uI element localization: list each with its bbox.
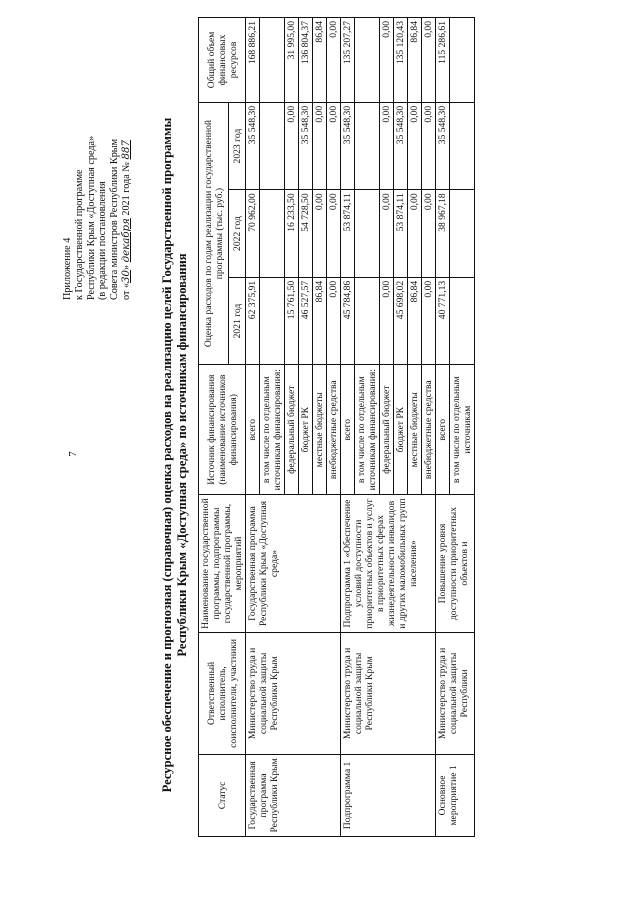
cell-2023: 0,00 (313, 102, 327, 189)
cell-2023: 35 548,30 (436, 102, 450, 189)
cell-2022: 0,00 (327, 190, 341, 277)
handwritten-month: декабря (120, 218, 132, 263)
date-year: 2021 года № (120, 162, 132, 216)
header-year-2021: 2021 год (229, 277, 246, 364)
cell-source: в том числе по отдельным источникам финансирования: (355, 365, 380, 495)
cell-2022: 0,00 (380, 190, 394, 277)
cell-total: 0,00 (327, 18, 341, 103)
cell-total: 135 120,43 (394, 18, 408, 103)
cell-2022: 16 233,50 (285, 190, 299, 277)
cell-total: 86,84 (408, 18, 422, 103)
table-row (341, 18, 355, 837)
cell-2021: 45 698,02 (394, 277, 408, 364)
cell-source: всего (341, 365, 355, 495)
table-row (246, 18, 260, 837)
cell-2023: 0,00 (408, 102, 422, 189)
cell-2023: 35 548,30 (341, 102, 355, 189)
cell-2022 (355, 190, 380, 277)
cell-2021: 45 784,86 (341, 277, 355, 364)
cell-2022 (260, 190, 285, 277)
cell-2021: 0,00 (327, 277, 341, 364)
cell-2021: 46 527,57 (299, 277, 313, 364)
cell-2022: 0,00 (408, 190, 422, 277)
cell-2022: 54 728,50 (299, 190, 313, 277)
header-year-2022: 2022 год (229, 190, 246, 277)
cell-2021: 0,00 (422, 277, 436, 364)
appendix-line: Совета министров Республики Крым (109, 138, 121, 300)
cell-source: федеральный бюджет (285, 365, 299, 495)
cell-2021: 86,84 (313, 277, 327, 364)
cell-2021: 15 761,50 (285, 277, 299, 364)
cell-source: в том числе по отдельным источникам финансирования: (260, 365, 285, 495)
cell-name: Государственная программа Республики Крым «Доступная среда» (246, 495, 341, 633)
cell-total: 0,00 (380, 18, 394, 103)
cell-source: внебюджетные средства (327, 365, 341, 495)
cell-2023: 35 548,30 (299, 102, 313, 189)
handwritten-day: 30 (120, 269, 132, 283)
cell-2022 (450, 190, 475, 277)
cell-source: в том числе по отдельным источникам (450, 365, 475, 495)
cell-2021 (450, 277, 475, 364)
appendix-date-line (121, 40, 133, 300)
cell-2023: 35 548,30 (394, 102, 408, 189)
header-name: Наименование государственной программы, подпрограммы государственной программы, мероприятий (199, 495, 246, 633)
header-executor: Ответственный исполнитель, соисполнители, участники (199, 632, 246, 754)
cell-status: Подпрограмма 1 (341, 754, 436, 836)
cell-2023 (450, 102, 475, 189)
handwritten-number: 887 (120, 140, 132, 160)
cell-2023: 35 548,30 (246, 102, 260, 189)
cell-2022: 38 967,18 (436, 190, 450, 277)
cell-2022: 53 874,11 (341, 190, 355, 277)
date-quote: » (120, 264, 132, 270)
cell-source: местные бюджеты (313, 365, 327, 495)
cell-2023: 0,00 (327, 102, 341, 189)
cell-total: 136 804,37 (299, 18, 313, 103)
title-line: Ресурсное обеспечение и прогнозная (справочная) оценка расходов на реализацию целей Государственной программы (160, 117, 174, 793)
cell-executor: Министерство труда и социальной защиты Республики (436, 632, 475, 754)
cell-2021: 62 375,91 (246, 277, 260, 364)
header-source: Источник финансирования (наименование источников финансирования) (199, 365, 246, 495)
cell-2023: 0,00 (285, 102, 299, 189)
cell-source: федеральный бюджет (380, 365, 394, 495)
cell-name: Подпрограмма 1 «Обеспечение условий доступности приоритетных объектов и услуг в приоритетных сферах жизнедеятельности инвалидов и других маломобильных групп населения» (341, 495, 436, 633)
cell-total: 0,00 (422, 18, 436, 103)
cell-2023 (260, 102, 285, 189)
appendix-line: Республики Крым «Доступная среда» (85, 135, 97, 300)
cell-total: 86,84 (313, 18, 327, 103)
cell-status: Государственная программа Республики Крым (246, 754, 341, 836)
header-year-2023: 2023 год (229, 102, 246, 189)
cell-source: бюджет РК (299, 365, 313, 495)
header-status: Статус (199, 754, 246, 836)
cell-total: 115 286,61 (436, 18, 450, 103)
appendix-block (62, 40, 133, 300)
cell-2021: 0,00 (380, 277, 394, 364)
cell-name: Повышение уровня доступности приоритетных объектов и (436, 495, 475, 633)
header-estimate-group: Оценка расходов по годам реализации государственной программы (тыс. руб.) (199, 102, 229, 364)
cell-executor: Министерство труда и социальной защиты Республики Крым (341, 632, 436, 754)
cell-2021: 40 771,13 (436, 277, 450, 364)
cell-2022: 0,00 (313, 190, 327, 277)
cell-source: всего (436, 365, 450, 495)
cell-status: Основное мероприятие 1 (436, 754, 475, 836)
title-line: Республики Крым «Доступная среда» по источникам финансирования (175, 253, 189, 657)
cell-2023 (355, 102, 380, 189)
date-prefix: от « (120, 282, 132, 300)
cell-2022: 70 962,00 (246, 190, 260, 277)
cell-total: 168 886,21 (246, 18, 260, 103)
appendix-line: Приложение 4 (62, 237, 73, 300)
cell-source: бюджет РК (394, 365, 408, 495)
cell-2022: 0,00 (422, 190, 436, 277)
cell-source: всего (246, 365, 260, 495)
cell-source: внебюджетные средства (422, 365, 436, 495)
resource-table (198, 17, 475, 837)
cell-2021 (260, 277, 285, 364)
cell-2023: 0,00 (422, 102, 436, 189)
page-number: 7 (66, 451, 79, 457)
cell-2021 (355, 277, 380, 364)
cell-total (355, 18, 380, 103)
cell-total (260, 18, 285, 103)
appendix-line: к Государственной программе (73, 169, 85, 300)
cell-total: 135 207,27 (341, 18, 355, 103)
cell-2022: 53 874,11 (394, 190, 408, 277)
cell-2023: 0,00 (380, 102, 394, 189)
document-title (160, 45, 190, 865)
cell-total: 31 995,00 (285, 18, 299, 103)
cell-source: местные бюджеты (408, 365, 422, 495)
header-total: Общий объем финансовых ресурсов (199, 18, 246, 103)
cell-executor: Министерство труда и социальной защиты Республики Крым (246, 632, 341, 754)
cell-total (450, 18, 475, 103)
table-row (436, 18, 450, 837)
appendix-line: (в редакции постановления (97, 181, 109, 300)
cell-2021: 86,84 (408, 277, 422, 364)
